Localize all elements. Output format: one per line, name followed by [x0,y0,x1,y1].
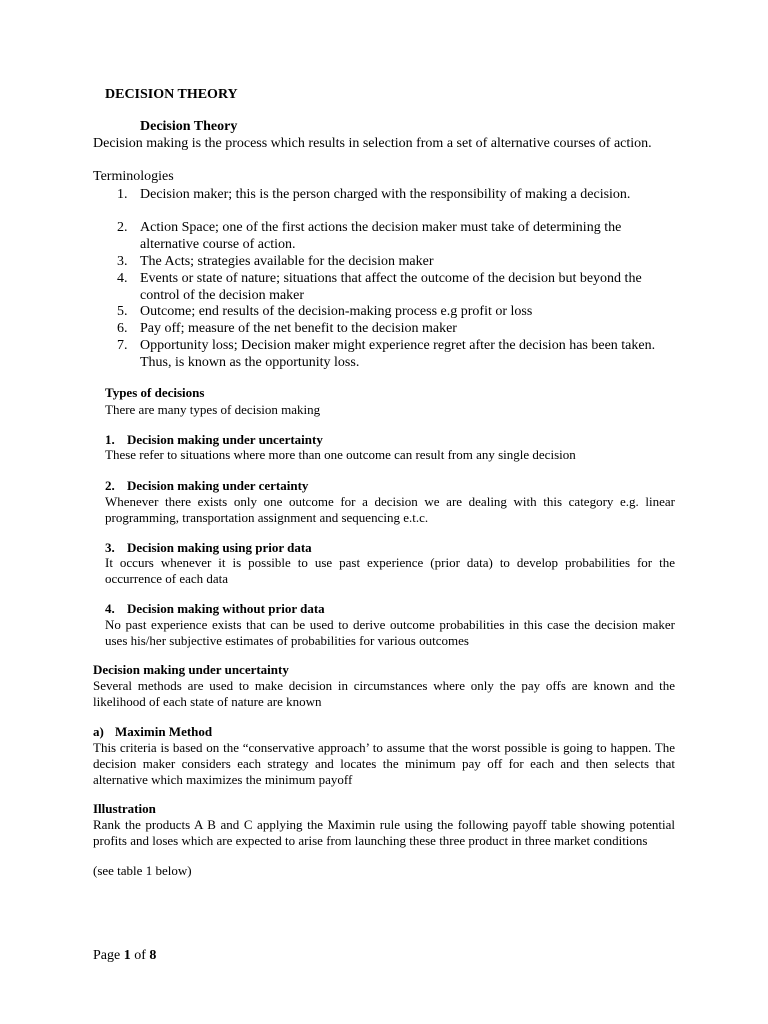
type-heading [105,432,323,448]
list-item: Opportunity loss; Decision maker might experience regret after the decision has been taken. Thus, is known as the opportunity loss. [140,338,656,370]
type-number: 1. [105,432,115,447]
type-title: Decision making using prior data [127,540,312,555]
type-heading [105,601,325,617]
illustration-body: Rank the products A B and C applying the Maximin rule using the following payoff table showing potential profits and loses which are expected to arise from launching these three product in three market conditions [93,817,675,848]
list-item-number: 6. [117,321,128,336]
list-item: The Acts; strategies available for the decision maker [140,254,434,269]
page-word: Page [93,948,121,963]
maximin-label: a) [93,724,104,739]
type-number: 2. [105,478,115,493]
maximin-heading [93,724,212,740]
illustration-heading: Illustration [93,801,156,816]
terminologies-label: Terminologies [93,169,174,184]
section-heading: Decision Theory [140,119,238,134]
uncertainty-heading: Decision making under uncertainty [93,662,289,677]
type-body: Whenever there exists only one outcome for a decision we are dealing with this category e.g. linear programming, transportation assignment and sequencing e.t.c. [105,494,675,525]
maximin-title: Maximin Method [115,724,213,739]
type-number: 4. [105,601,115,616]
of-word: of [134,948,146,963]
list-item-number: 5. [117,304,128,319]
list-item-number: 7. [117,338,128,353]
type-title: Decision making under certainty [127,478,309,493]
list-item: Decision maker; this is the person charged with the responsibility of making a decision. [140,187,631,202]
list-item-number: 4. [117,271,128,286]
current-page-number: 1 [123,948,131,963]
definition-paragraph: Decision making is the process which results in selection from a set of alternative courses of action. [93,136,652,151]
type-heading [105,540,312,556]
list-item-number: 1. [117,187,128,202]
list-item: Events or state of nature; situations that affect the outcome of the decision but beyond the control of the decision maker [140,271,642,303]
types-heading: Types of decisions [105,385,205,400]
type-title: Decision making without prior data [127,601,325,616]
type-body: It occurs whenever it is possible to use past experience (prior data) to develop probabilities for the occurrence of each data [105,555,675,586]
list-item: Action Space; one of the first actions the decision maker must take of determining the alternative course of action. [140,220,622,252]
type-body: These refer to situations where more than one outcome can result from any single decision [105,447,576,462]
type-heading [105,478,308,494]
type-body: No past experience exists that can be used to derive outcome probabilities in this case the decision maker uses his/her subjective estimates of probabilities for various outcomes [105,617,675,648]
list-item-number: 2. [117,220,128,235]
page-footer [93,947,156,964]
list-item: Pay off; measure of the net benefit to the decision maker [140,321,457,336]
illustration-note: (see table 1 below) [93,863,192,878]
maximin-body: This criteria is based on the “conservative approach’ to assume that the worst possible is going to happen. The decision maker considers each strategy and locates the minimum pay off for each and then selects that alternative which maximizes the minimum payoff [93,740,675,787]
uncertainty-body: Several methods are used to make decision in circumstances where only the pay offs are known and the likelihood of each state of nature are known [93,678,675,709]
total-page-number: 8 [149,948,157,963]
type-title: Decision making under uncertainty [127,432,323,447]
type-number: 3. [105,540,115,555]
list-item-number: 3. [117,254,128,269]
list-item: Outcome; end results of the decision-making process e.g profit or loss [140,304,533,319]
document-title: DECISION THEORY [105,87,238,102]
types-intro: There are many types of decision making [105,402,321,417]
